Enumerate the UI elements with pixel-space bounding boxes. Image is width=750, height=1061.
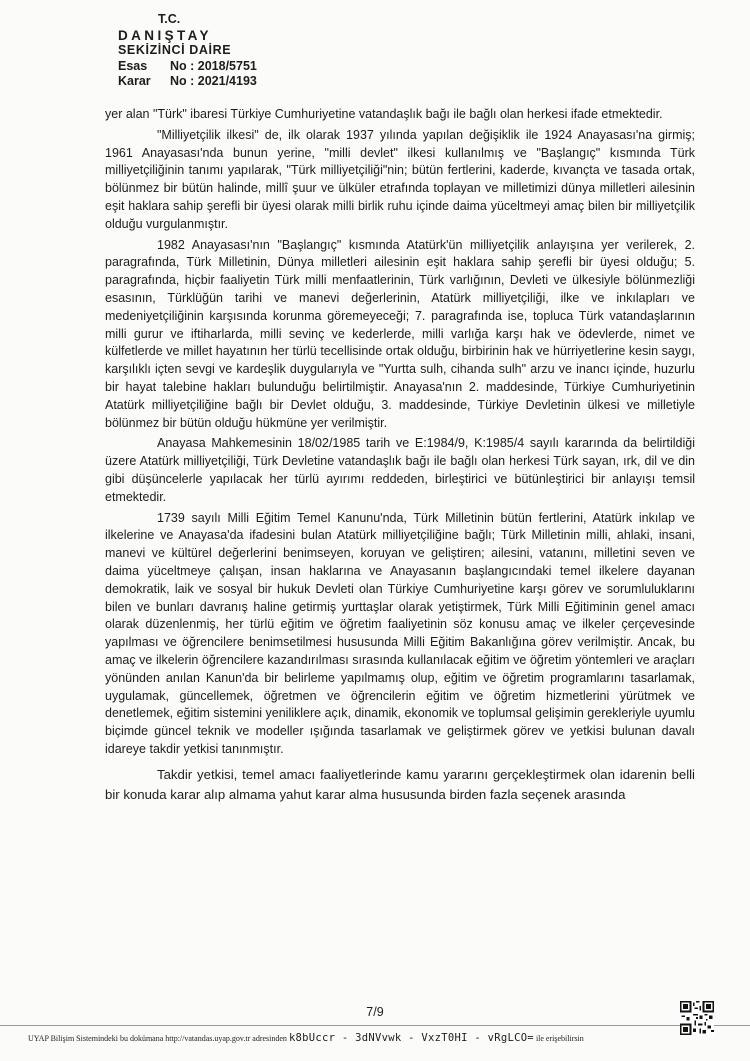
qr-code-icon	[680, 1001, 714, 1035]
paragraph-milliyetcilik: "Milliyetçilik ilkesi" de, ilk olarak 1937 yılında yapılan değişiklik ile 1924 Anayasası'na girmiş; 1961 Anayasası'nda bunun yerine, "milli devlet" ilkesi kullanılmış ve "Başlangıç" kısmında Türk milliyetçiliğinin tanımı yapılarak, "Türk milliyetçiliği"nin; bütün fertlerini, kaderde, kıvançta ve tasada ortak, bölünmez bir bütün halinde, millî şuur ve ülküler etrafında toplayan ve milletimizi dünya milletleri ailesinin eşit haklara sahip şerefli bir üyesi olarak milli birlik ruhu içinde daima yüceltmeyi amaç bilen bir milliyetçilik olduğu vurgulanmıştır.	[105, 127, 695, 231]
paragraph-continuation: yer alan "Türk" ibaresi Türkiye Cumhuriyetine vatandaşlık bağı ile bağlı olan herkesi ifade etmektedir.	[105, 107, 663, 121]
karar-label: Karar	[118, 74, 151, 88]
header-court: DANIŞTAY	[118, 27, 212, 43]
header-karar-row	[118, 74, 257, 90]
esas-label: Esas	[118, 58, 148, 73]
esas-value: No : 2018/5751	[170, 58, 257, 73]
header-esas-row	[118, 59, 257, 75]
footer-suffix: ile erişebilirsin	[535, 1034, 584, 1043]
document-body	[105, 106, 695, 808]
footer-divider	[0, 1025, 750, 1026]
paragraph-anayasa-mahkemesi: Anayasa Mahkemesinin 18/02/1985 tarih ve E:1984/9, K:1985/4 sayılı kararında da belirtildiği üzere Atatürk milliyetçiliği, Türk Devletine vatandaşlık bağı ile bağlı olan herkesi Türk sayan, ırk, dil ve din gibi düşüncelerle yapılacak her türlü ayırımı reddeden, birleştirici ve bütünleştirici bir anlayışı temsil etmektedir.	[105, 436, 695, 504]
header-tc: T.C.	[158, 12, 181, 26]
footer-verification	[28, 1032, 668, 1044]
paragraph-1739-kanun: 1739 sayılı Milli Eğitim Temel Kanunu'nda, Türk Milletinin bütün fertlerini, Atatürk inkılap ve ilkelerine ve Anayasa'da ifadesini bulan Atatürk milliyetçiliğine bağlı; Türk Milletinin milli, ahlaki, insani, manevi ve kültürel değerlerini benimseyen, koruyan ve geliştiren; ailesini, vatanını, milletini seven ve daima yüceltmeye çalışan, insan haklarına ve Anayasanın başlangıcındaki temel ilkelere dayanan demokratik, laik ve sosyal bir hukuk Devleti olan Türkiye Cumhuriyetine karşı görev ve sorumluluklarını bilen ve bunları davranış haline getirmiş yurttaşlar olarak yetiştirmek, Türk Milli Eğitiminin genel amacı olarak düzenlenmiş, her türlü eğitim ve öğretim faaliyetinin söz konusu amaç ve ilkeler çerçevesinde yapılması ve öğrencilere benimsetilmesi hususunda Milli Eğitim Bakanlığına görev verilmiştir. Ancak, bu amaç ve ilkelerin öğrencilere kazandırılması sırasında kullanılacak eğitim ve öğretim yöntemleri ve araçları yönünden anılan Kanun'da bir belirleme yapılmamış olup, eğitim ve öğretim programlarını tasarlamak, uygulamak, güncellemek, öğretmen ve öğrencilerin eğitim ve öğretim hizmetlerini yürütmek ve denetlemek, eğitim sistemini yeniliklere açık, dinamik, ekonomik ve toplumsal gelişimin gerekleriyle uyumlu biçimde güncel teknik ve modeller ışığında tasarlamak ve geliştirmek görev ve yetkisi bulunan davalı idareye takdir yetkisi tanınmıştır.	[105, 510, 695, 756]
paragraph-1982-anayasasi: 1982 Anayasası'nın "Başlangıç" kısmında Atatürk'ün milliyetçilik anlayışına yer verilerek, 2. paragrafında, Türk Milletinin, Dünya milletleri ailesinin eşit haklara sahip şerefli bir üyesi olduğu; 5. paragrafında, hiçbir faaliyetin Türk milli menfaatlerinin, Türk varlığının, Devleti ve ülkesiyle bölünmezliği esasının, Türklüğün tarihi ve manevi değerlerinin, Atatürk milliyetçiliği, ilke ve inkılapları ve medeniyetçiliğinin karşısında korunma göremeyeceği; 7. paragrafında ise, topluca Türk vatandaşlarının milli gurur ve iftiharlarda, milli sevinç ve kederlerde, milli varlığa karşı hak ve ödevlerde, nimet ve külfetlerde ve millet hayatının her türlü tecellisinde ortak olduğu, birbirinin hak ve hürriyetlerine kesin saygı, karşılıklı içten sevgi ve kardeşlik duygularıyla ve "Yurtta sulh, cihanda sulh" arzu ve inancı içinde, huzurlu bir hayat talebine hakları bulunduğu belirtilmiştir. Anayasa'nın 2. maddesinde, Türkiye Cumhuriyetinin Atatürk milliyetçiliğine bağlı bir Devlet olduğu, 3. maddesinde, Türkiye Devletinin ülkesi ve milletiyle bölünmez bir bütün olduğu hükmüne yer verilmiştir.	[105, 237, 695, 430]
footer-text: UYAP Bilişim Sistemindeki bu dokümana http://vatandas.uyap.gov.tr adresinden	[28, 1034, 287, 1043]
paragraph-takdir-yetkisi: Takdir yetkisi, temel amacı faaliyetlerinde kamu yararını gerçekleştirmek olan idarenin belli bir konuda karar alıp almama yahut karar alma hususunda birden fazla seçenek arasında	[105, 766, 695, 802]
document-header	[118, 12, 257, 90]
karar-value: No : 2021/4193	[170, 74, 257, 88]
page-number: 7/9	[366, 1005, 384, 1019]
footer-code: k8bUccr - 3dNVvwk - VxzT0HI - vRgLCO=	[288, 1032, 534, 1044]
header-department: SEKİZİNCİ DAİRE	[118, 43, 232, 57]
